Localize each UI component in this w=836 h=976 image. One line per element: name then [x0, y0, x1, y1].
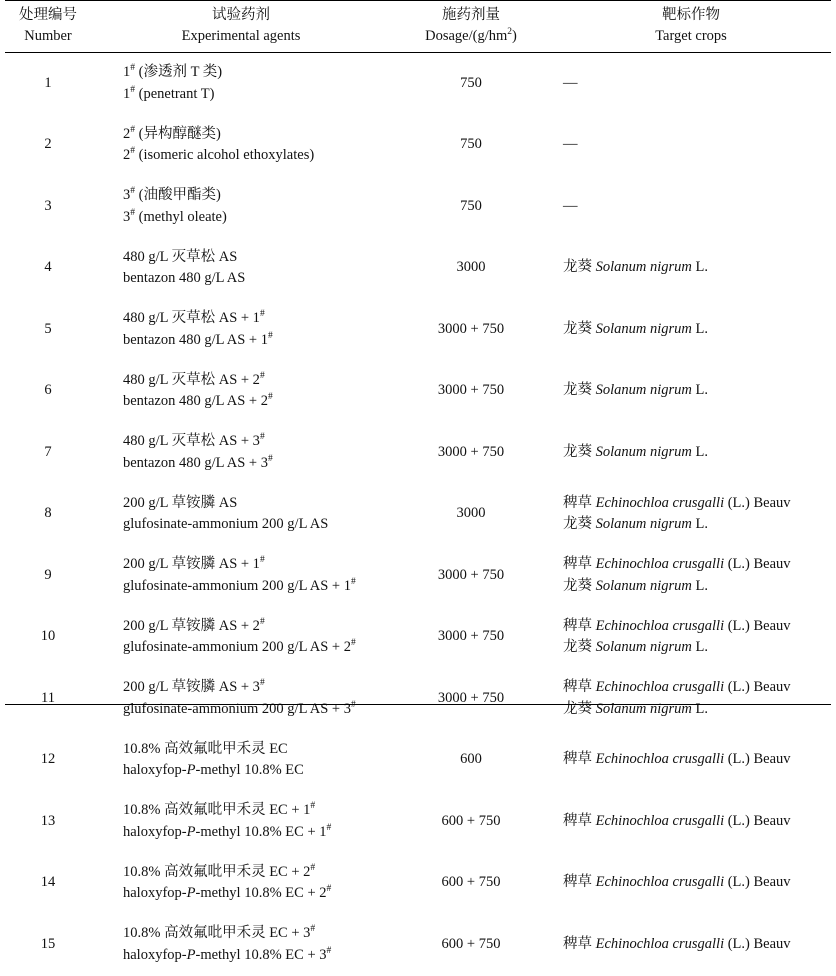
cell-dosage: 3000 + 750	[437, 443, 505, 460]
table-row	[5, 914, 831, 976]
cell-agent: 480 g/L 灭草松 AS + 1# bentazon 480 g/L AS + 1#	[123, 309, 273, 348]
cell-agent: 200 g/L 草铵膦 AS + 3# glufosinate-ammonium 200 g/L AS + 3#	[123, 678, 356, 717]
cell-crop: 龙葵 Solanum nigrum L.	[563, 382, 709, 399]
cell-number: 6	[44, 382, 52, 399]
cell-dosage: 750	[460, 136, 482, 153]
header-number-en: Number	[24, 28, 72, 45]
table-row	[5, 422, 831, 484]
cell-agent: 480 g/L 灭草松 AS + 2# bentazon 480 g/L AS + 2#	[123, 370, 273, 410]
cell-agent: 480 g/L 灭草松 AS bentazon 480 g/L AS	[123, 248, 246, 287]
cell-dosage: 3000 + 750	[437, 628, 505, 645]
table-row	[5, 668, 831, 730]
header-cell-crops	[551, 1, 831, 53]
cell-number: 11	[41, 689, 55, 706]
table-row	[5, 176, 831, 238]
cell-number: 15	[40, 935, 56, 952]
table-row	[5, 484, 831, 546]
table-row	[5, 238, 831, 300]
table-row	[5, 545, 831, 607]
cell-crop: —	[563, 74, 578, 91]
header-cell-dosage	[391, 1, 551, 53]
cell-agent: 3# (油酸甲酯类) 3# (methyl oleate)	[123, 186, 227, 225]
table-bottom-rule	[5, 704, 831, 705]
experiment-table	[5, 0, 831, 976]
header-dosage-cn: 施药剂量	[442, 7, 500, 23]
cell-number: 13	[40, 812, 56, 829]
cell-crop: —	[563, 197, 578, 214]
cell-crop: 稗草 Echinochloa crusgalli (L.) Beauv 龙葵 Solanum nigrum L.	[563, 556, 791, 594]
table-row	[5, 853, 831, 915]
cell-dosage: 3000 + 750	[437, 382, 505, 399]
cell-dosage: 600 + 750	[441, 874, 501, 891]
header-dosage-en: Dosage/$(g/hm^2)$	[425, 27, 517, 45]
cell-crop: 龙葵 Solanum nigrum L.	[563, 259, 709, 276]
cell-agent: 480 g/L 灭草松 AS + 3# bentazon 480 g/L AS + 3#	[123, 432, 273, 471]
header-agents-cn: 试验药剂	[212, 7, 270, 23]
table-row	[5, 53, 831, 115]
cell-number: 10	[40, 628, 56, 645]
cell-crop: 稗草 Echinochloa crusgalli (L.) Beauv	[563, 751, 791, 768]
cell-dosage: 3000 + 750	[437, 320, 505, 337]
table-row	[5, 115, 831, 177]
table-header	[5, 1, 831, 53]
cell-number: 7	[44, 443, 52, 460]
cell-agent: 1# (渗透剂 T 类) 1# (penetrant T)	[123, 63, 223, 102]
cell-number: 14	[40, 874, 56, 891]
cell-number: 5	[44, 320, 52, 337]
cell-dosage: 3000 + 750	[437, 689, 505, 706]
cell-agent: 10.8% 高效氟吡甲禾灵 EC + 3# haloxyfop-P-methyl 10.8% EC + 3#	[123, 924, 332, 963]
cell-dosage: 750	[460, 74, 482, 91]
cell-dosage: 600 + 750	[441, 935, 501, 952]
cell-number: 3	[44, 197, 52, 214]
header-crops-en: Target crops	[655, 28, 727, 45]
cell-crop: 稗草 Echinochloa crusgalli (L.) Beauv	[563, 874, 791, 891]
cell-agent: 200 g/L 草铵膦 AS + 2# glufosinate-ammonium 200 g/L AS + 2#	[123, 616, 356, 656]
header-crops-cn: 靶标作物	[662, 7, 720, 23]
cell-crop: 稗草 Echinochloa crusgalli (L.) Beauv	[563, 935, 791, 952]
table-body	[5, 53, 831, 976]
cell-dosage: 3000 + 750	[437, 566, 505, 583]
cell-crop: 稗草 Echinochloa crusgalli (L.) Beauv 龙葵 Solanum nigrum L.	[563, 679, 791, 717]
header-cell-number	[5, 1, 91, 53]
cell-crop: 稗草 Echinochloa crusgalli (L.) Beauv	[563, 812, 791, 829]
table-row	[5, 791, 831, 853]
cell-agent: 200 g/L 草铵膦 AS + 1# glufosinate-ammonium 200 g/L AS + 1#	[123, 555, 356, 594]
cell-number: 8	[44, 505, 52, 522]
cell-crop: 稗草 Echinochloa crusgalli (L.) Beauv 龙葵 Solanum nigrum L.	[563, 494, 791, 533]
header-number-cn: 处理编号	[19, 7, 77, 23]
cell-number: 1	[44, 74, 52, 91]
cell-crop: —	[563, 136, 578, 153]
header-agents-en: Experimental agents	[181, 28, 301, 45]
cell-agent: 10.8% 高效氟吡甲禾灵 EC + 1# haloxyfop-P-methyl 10.8% EC + 1#	[123, 801, 332, 840]
cell-dosage: 3000	[456, 505, 486, 522]
table-row	[5, 299, 831, 361]
cell-crop: 龙葵 Solanum nigrum L.	[563, 443, 709, 460]
cell-agent: 10.8% 高效氟吡甲禾灵 EC haloxyfop-P-methyl 10.8% EC	[123, 740, 304, 779]
cell-number: 2	[44, 136, 52, 153]
cell-number: 9	[44, 566, 52, 583]
cell-crop: 龙葵 Solanum nigrum L.	[563, 320, 709, 337]
cell-crop: 稗草 Echinochloa crusgalli (L.) Beauv 龙葵 Solanum nigrum L.	[563, 617, 791, 656]
header-cell-agents	[91, 1, 391, 53]
cell-agent: 200 g/L 草铵膦 AS glufosinate-ammonium 200 g/L AS	[123, 494, 329, 533]
cell-agent: 2# (异构醇醚类) 2# (isomeric alcohol ethoxylates)	[123, 124, 315, 164]
cell-number: 12	[40, 751, 56, 768]
cell-dosage: 750	[460, 197, 482, 214]
cell-agent: 10.8% 高效氟吡甲禾灵 EC + 2# haloxyfop-P-methyl 10.8% EC + 2#	[123, 862, 332, 902]
cell-dosage: 600 + 750	[441, 812, 501, 829]
table-row	[5, 607, 831, 669]
cell-dosage: 3000	[456, 259, 486, 276]
table-row	[5, 730, 831, 792]
table-row	[5, 361, 831, 423]
cell-dosage: 600	[460, 751, 482, 768]
cell-number: 4	[44, 259, 52, 276]
